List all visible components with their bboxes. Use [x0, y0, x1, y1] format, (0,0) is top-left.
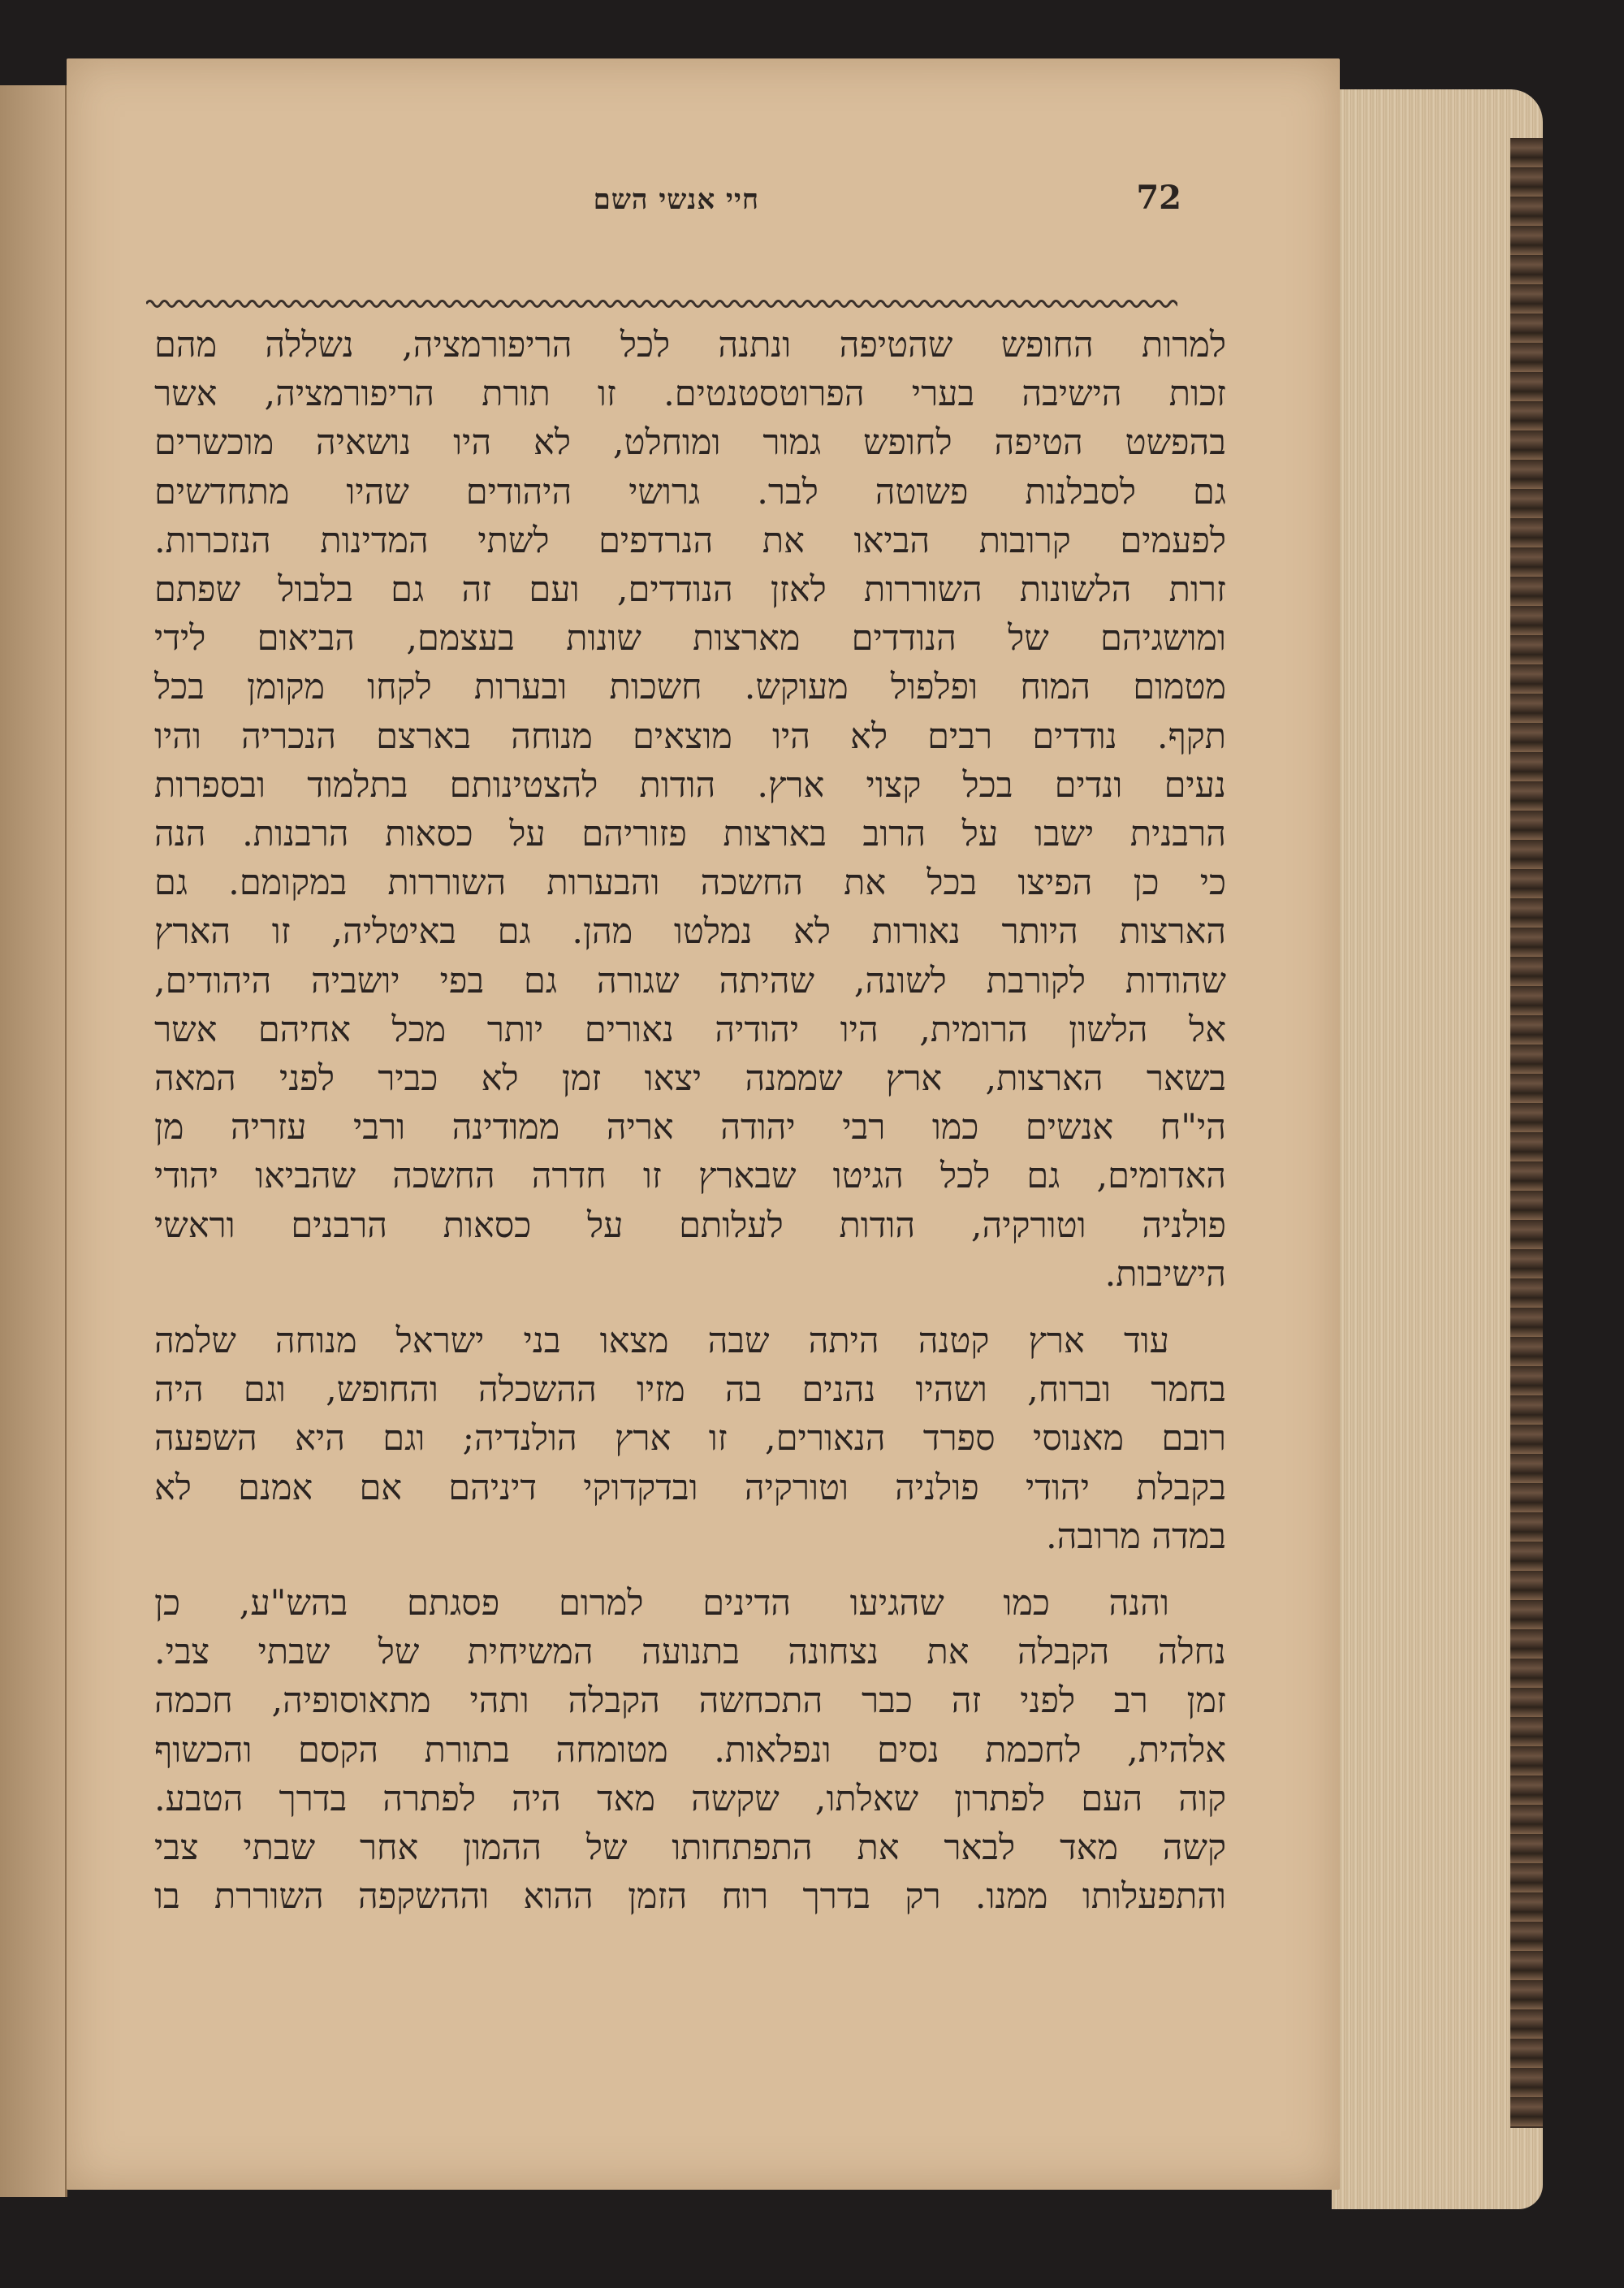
- text-line: הישיבות.: [1104, 1253, 1226, 1295]
- text-line: קוה העם לפתרון שאלתו, שקשה מאד היה לפתרה בדרך הטבע.: [154, 1778, 1226, 1819]
- text-line: אל הלשון הרומית, היו יהודיה נאורים יותר מכל אחיהם אשר: [154, 1009, 1226, 1050]
- paragraph-1: [154, 321, 1226, 1299]
- text-line: קשה מאד לבאר את התפתחותו של ההמון אחר שבתי צבי: [154, 1827, 1226, 1869]
- text-line: במדה מרובה.: [1045, 1516, 1226, 1557]
- book-fore-edge: [1510, 138, 1543, 2128]
- paragraph-gap: [154, 1299, 1226, 1317]
- text-line: אלהית, לחכמת נסים ונפלאות. מטומחה בתורת הקסם והכשוף: [154, 1729, 1226, 1771]
- text-line: שהודות לקורבת לשונה, שהיתה שגורה גם בפי יושביה היהודים,: [154, 960, 1226, 1001]
- text-line: זרות הלשונות השוררות לאזן הנודדים, ועם זה גם בלבול שפתם: [154, 569, 1226, 611]
- text-line: תקף. נודדים רבים לא היו מוצאים מנוחה בארצם הנכריה והיו: [154, 716, 1226, 757]
- page-number: 72: [1136, 179, 1181, 217]
- text-line: בשאר הארצות, ארץ שממנה יצאו זמן לא כביר לפני המאה: [154, 1058, 1226, 1100]
- text-line: נעים ונדים בכל קצוי ארץ. הודות להצטינותם בתלמוד ובספרות: [154, 764, 1226, 806]
- text-line: נחלה הקבלה את נצחונה בתנועה המשיחית של שבתי צבי.: [154, 1632, 1226, 1673]
- text-line: מטמום המוח ופלפול מעוקש. חשכות ובערות לקחו מקומן בכל: [154, 667, 1226, 708]
- text-line: ומושגיהם של הנודדים מארצות שונות בעצמם, הביאום לידי: [154, 618, 1226, 660]
- paragraph-3: [154, 1579, 1226, 1921]
- text-line: הרבנית ישבו על הרוב בארצות פזוריהם על כסאות הרבנות. הנה: [154, 814, 1226, 855]
- text-line: והנה כמו שהגיעו הדינים למרום פסגתם בהש"ע, כן: [154, 1583, 1169, 1624]
- text-line: לפעמים קרובות הביאו את הנרדפים לשתי המדינות הנזכרות.: [154, 520, 1226, 561]
- text-line: עוד ארץ קטנה היתה שבה מצאו בני ישראל מנוחה שלמה: [154, 1321, 1169, 1362]
- text-line: האדומים, גם לכל הגיטו שבארץ זו חדרה החשכה שהביאו יהודי: [154, 1156, 1226, 1197]
- text-line: והתפעלותו ממנו. רק בדרך רוח הזמן ההוא וההשקפה השוררת בו: [154, 1876, 1226, 1918]
- paragraph-gap: [154, 1561, 1226, 1579]
- text-line: רובם מאנוסי ספרד הנאורים, זו ארץ הולנדיה; וגם היא השפעה: [154, 1418, 1226, 1460]
- page-header: [85, 179, 1181, 236]
- text-line: בהפשט הטיפה לחופש גמור ומוחלט, לא היו נושאיה מוכשרים: [154, 422, 1226, 464]
- text-line: הארצות היותר נאורות לא נמלטו מהן. גם באיטליה, זו הארץ: [154, 911, 1226, 953]
- text-line: פולניה וטורקיה, הודות לעלותם על כסאות הרבנים וראשי: [154, 1205, 1226, 1246]
- text-line: למרות החופש שהטיפה ונתנה לכל הריפורמציה, נשללה מהם: [154, 325, 1226, 365]
- text-line: הי"ח אנשים כמו רבי יהודה אריה ממודינה ורבי עזריה מן: [154, 1107, 1226, 1148]
- text-line: זמן רב לפני זה כבר התכחשה הקבלה ותהי מתאוסופיה, חכמה: [154, 1680, 1226, 1722]
- paragraph-2: [154, 1317, 1226, 1561]
- facing-page-edge: [0, 85, 67, 2197]
- text-line: בקבלת יהודי פולניה וטורקיה ובדקדוקי דיניהם אם אמנם לא: [154, 1467, 1226, 1508]
- text-line: בחמר וברוח, ושהיו נהנים בה מזיו ההשכלה והחופש, וגם היה: [154, 1369, 1226, 1411]
- text-line: זכות הישיבה בערי הפרוטסטנטים. זו תורת הריפורמציה, אשר: [154, 374, 1226, 415]
- text-line: גם לסבלנות פשוטה לבר. גרושי היהודים שהיו מתחדשים: [154, 471, 1226, 513]
- text-line: כי כן הפיצו בכל את החשכה והבערות השוררות במקומם. גם: [154, 863, 1226, 904]
- body-text: [154, 321, 1226, 1922]
- running-title: חיי אנשי השם: [593, 184, 759, 216]
- wavy-header-rule: [146, 292, 1177, 315]
